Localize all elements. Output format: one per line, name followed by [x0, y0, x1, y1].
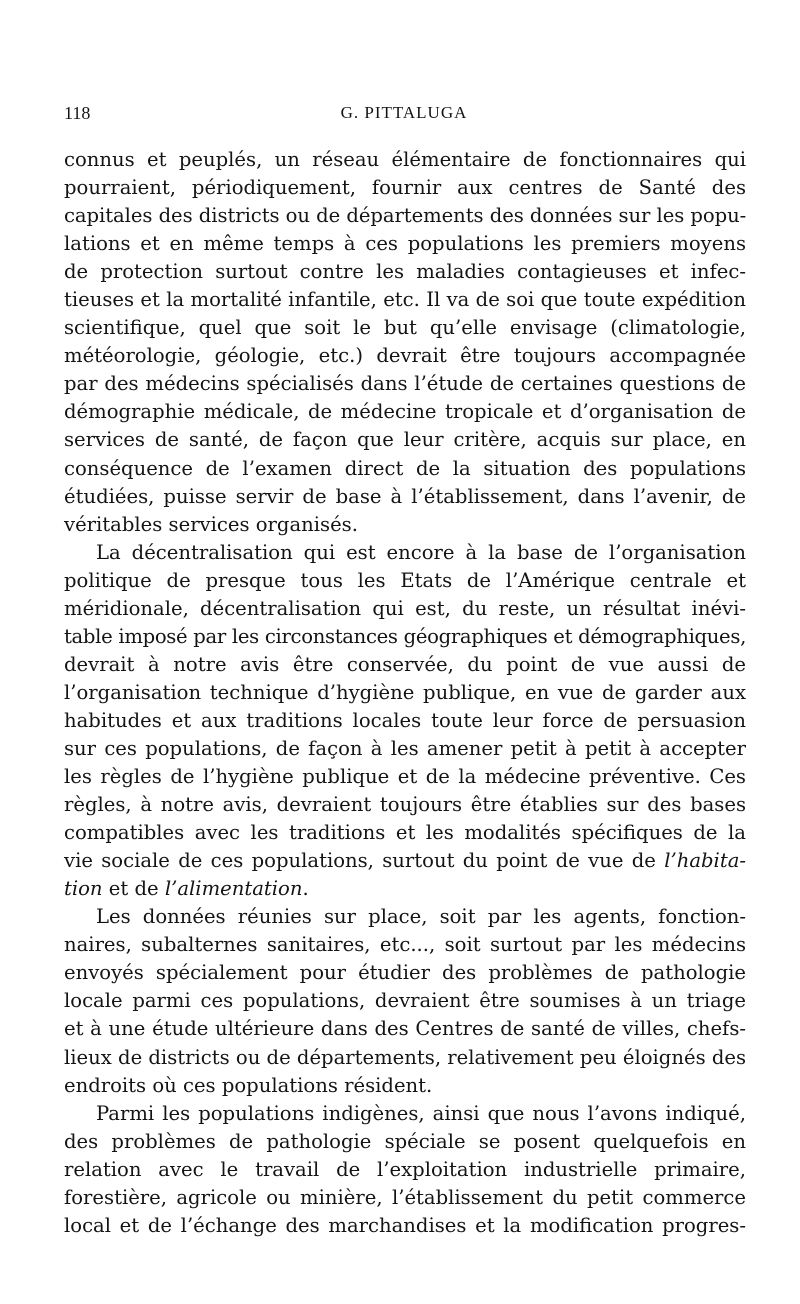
text-line: politique de presque tous les Etats de l’Amérique centrale et — [64, 568, 746, 592]
running-head — [64, 103, 744, 129]
text-line: sur ces populations, de façon à les amener petit à petit à accepter — [64, 736, 746, 760]
page-number: 118 — [64, 103, 91, 123]
text-line: naires, subalternes sanitaires, etc..., soit surtout par les médecins — [64, 933, 746, 957]
text-line: météorologie, géologie, etc.) devrait être toujours accompagnée — [64, 344, 746, 368]
italic-term: l’habita- — [664, 849, 746, 873]
italic-term: tion — [64, 877, 103, 901]
text-line: règles, à notre avis, devraient toujours être établies sur des bases — [64, 793, 746, 817]
text-line: conséquence de l’examen direct de la situation des populations — [64, 456, 746, 480]
text-line: par des médecins spécialisés dans l’étude de certaines questions de — [64, 372, 746, 396]
text-line: scientifique, quel que soit le but qu’elle envisage (climatologie, — [64, 316, 746, 340]
italic-term: l’alimentation — [164, 877, 303, 901]
text-line: tieuses et la mortalité infantile, etc. Il va de soi que toute expédition — [64, 288, 746, 312]
body-text — [64, 146, 746, 1240]
text-line: forestière, agricole ou minière, l’établissement du petit commerce — [64, 1185, 746, 1209]
text-line: endroits où ces populations résident. — [64, 1073, 433, 1097]
text-line: La décentralisation qui est encore à la base de l’organisation — [96, 540, 746, 564]
paragraph-3 — [64, 903, 746, 1099]
text-line: connus et peuplés, un réseau élémentaire de fonctionnaires qui — [64, 148, 746, 171]
line-text: vie sociale de ces populations, surtout du point de vue de — [64, 849, 656, 873]
text-line: services de santé, de façon que leur critère, acquis sur place, en — [64, 428, 746, 452]
text-line: véritables services organisés. — [64, 512, 358, 536]
text-line-with-italic — [64, 847, 746, 875]
text-line: envoyés spécialement pour étudier des problèmes de pathologie — [64, 961, 746, 985]
text-line: local et de l’échange des marchandises et la modification progres- — [64, 1213, 746, 1237]
text-line: et à une étude ultérieure dans des Centres de santé de villes, chefs- — [64, 1017, 746, 1041]
text-line: de protection surtout contre les maladies contagieuses et infec- — [64, 260, 746, 284]
paragraph-2 — [64, 539, 746, 904]
text-line: étudiées, puisse servir de base à l’établissement, dans l’avenir, de — [64, 484, 746, 508]
text-line: lations et en même temps à ces populations les premiers moyens — [64, 232, 746, 256]
text-line: locale parmi ces populations, devraient être soumises à un triage — [64, 989, 746, 1013]
text-line: pourraient, périodiquement, fournir aux centres de Santé des — [64, 176, 746, 200]
text-line: Parmi les populations indigènes, ainsi que nous l’avons indiqué, — [96, 1101, 746, 1125]
text-line-with-italic — [64, 875, 746, 903]
text-line: Les données réunies sur place, soit par les agents, fonction- — [96, 905, 746, 929]
line-text: et de — [102, 877, 165, 901]
text-line: l’organisation technique d’hygiène publique, en vue de garder aux — [64, 680, 746, 704]
running-head-author: G. PITTALUGA — [340, 103, 468, 122]
text-line: habitudes et aux traditions locales toute leur force de persuasion — [64, 708, 746, 732]
paragraph-1 — [64, 146, 746, 539]
text-line: relation avec le travail de l’exploitation industrielle primaire, — [64, 1157, 746, 1181]
paragraph-4 — [64, 1100, 746, 1240]
text-line: des problèmes de pathologie spéciale se posent quelquefois en — [64, 1129, 746, 1153]
line-text: . — [302, 877, 309, 901]
text-line: compatibles avec les traditions et les modalités spécifiques de la — [64, 821, 746, 845]
text-line: démographie médicale, de médecine tropicale et d’organisation de — [64, 400, 746, 424]
text-line: les règles de l’hygiène publique et de la médecine préventive. Ces — [64, 765, 746, 789]
text-line: devrait à notre avis être conservée, du point de vue aussi de — [64, 652, 746, 676]
text-line: table imposé par les circonstances géographiques et démographiques, — [64, 624, 746, 648]
text-line: méridionale, décentralisation qui est, du reste, un résultat inévi- — [64, 596, 746, 620]
text-line: lieux de districts ou de départements, relativement peu éloignés des — [64, 1045, 747, 1069]
text-line: capitales des districts ou de départements des données sur les popu- — [64, 204, 747, 228]
